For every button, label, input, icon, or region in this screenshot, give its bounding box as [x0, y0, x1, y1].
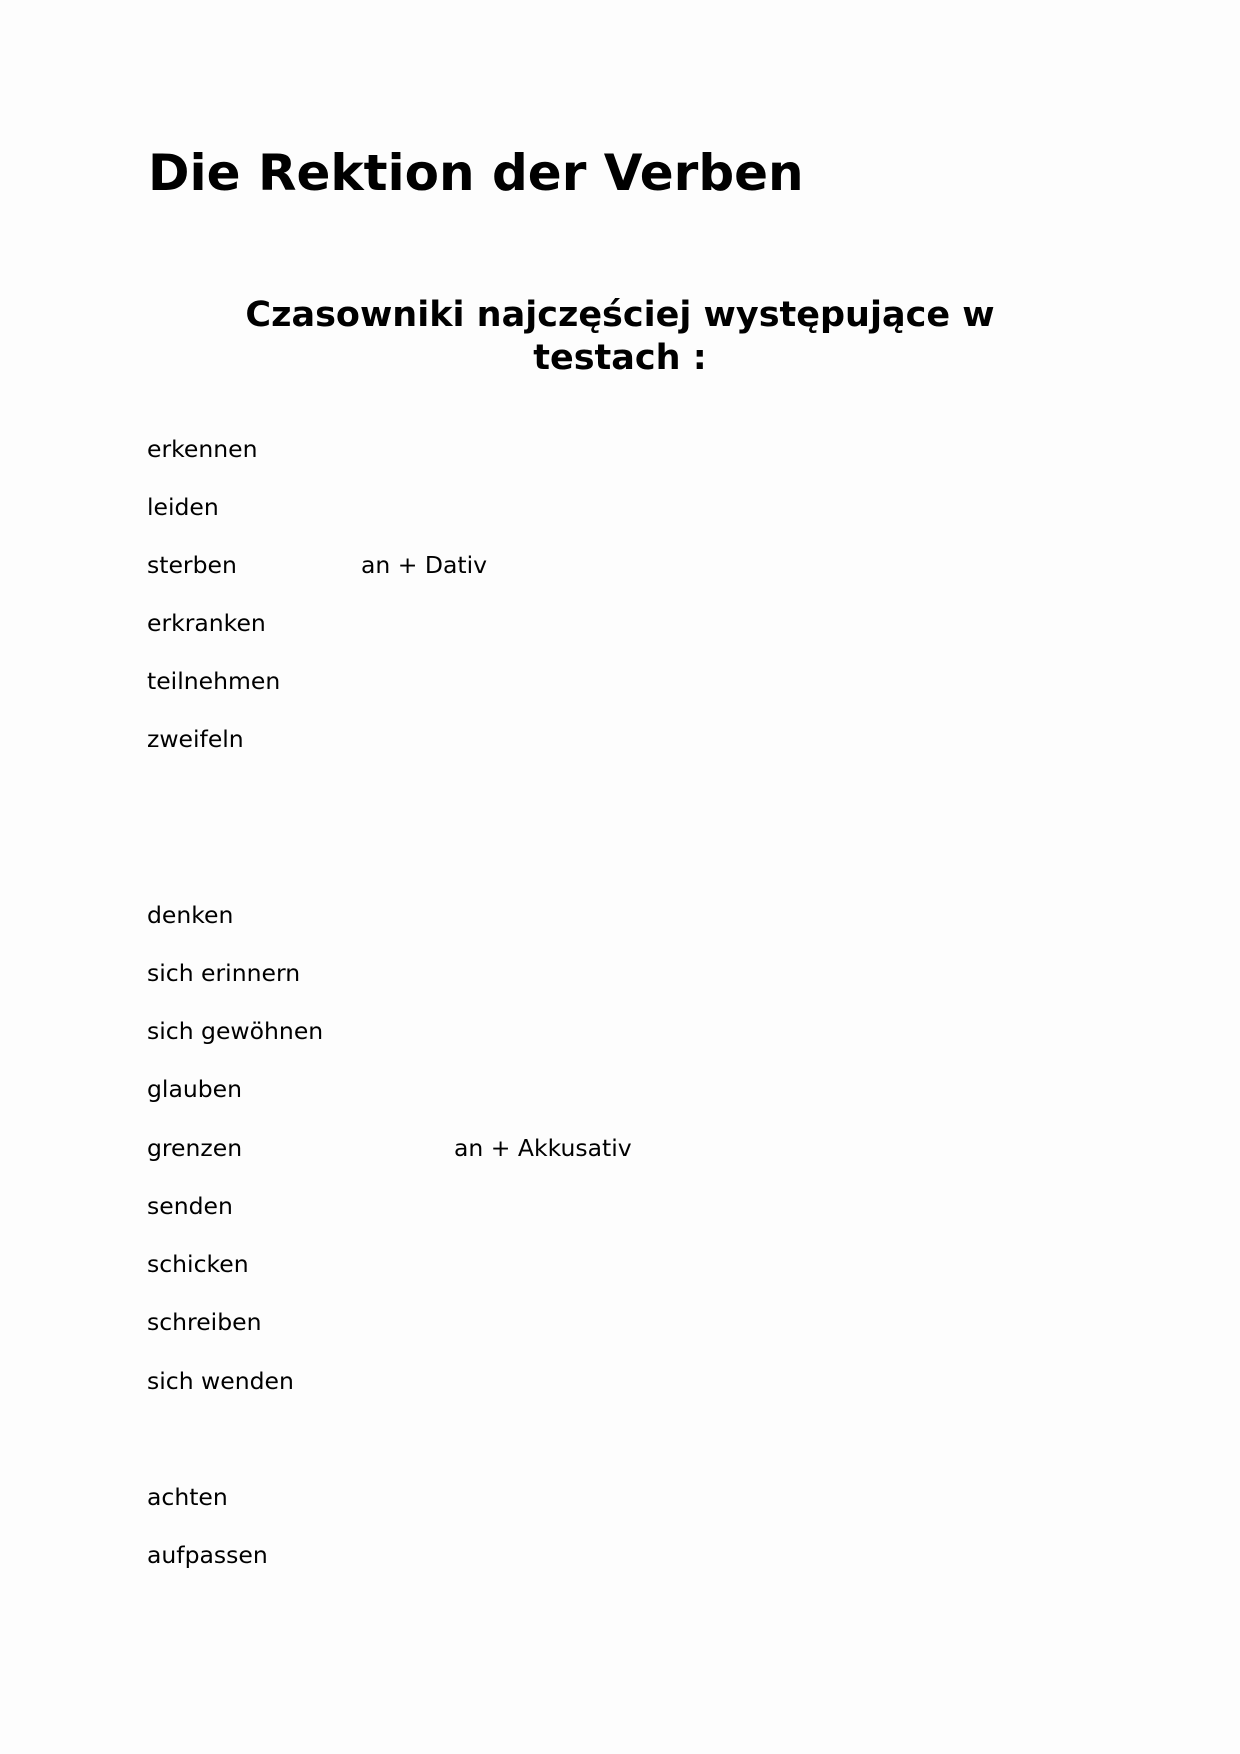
verb-item: senden — [147, 1192, 233, 1220]
verb-item: schreiben — [147, 1308, 262, 1336]
verb-item: sich erinnern — [147, 959, 301, 987]
case-rule-label: an + Akkusativ — [454, 1134, 632, 1162]
verb-item: sich gewöhnen — [147, 1017, 324, 1045]
verb-item: schicken — [147, 1250, 249, 1278]
verb-item: grenzen — [147, 1134, 243, 1162]
verb-item: denken — [147, 901, 234, 929]
verb-item: glauben — [147, 1075, 243, 1103]
verb-item: teilnehmen — [147, 667, 281, 695]
verb-item: zweifeln — [147, 725, 244, 753]
case-rule-label: an + Dativ — [361, 551, 488, 579]
verb-item: leiden — [147, 493, 219, 521]
verb-item: erkranken — [147, 609, 266, 637]
document-subtitle: Czasowniki najczęściej występujące w testach : — [245, 295, 995, 378]
document-title: Die Rektion der Verben — [148, 144, 804, 202]
verb-item: aufpassen — [147, 1541, 268, 1569]
verb-item: sich wenden — [147, 1367, 294, 1395]
verb-item: sterben — [147, 551, 237, 579]
verb-item: erkennen — [147, 435, 258, 463]
verb-item: achten — [147, 1483, 228, 1511]
